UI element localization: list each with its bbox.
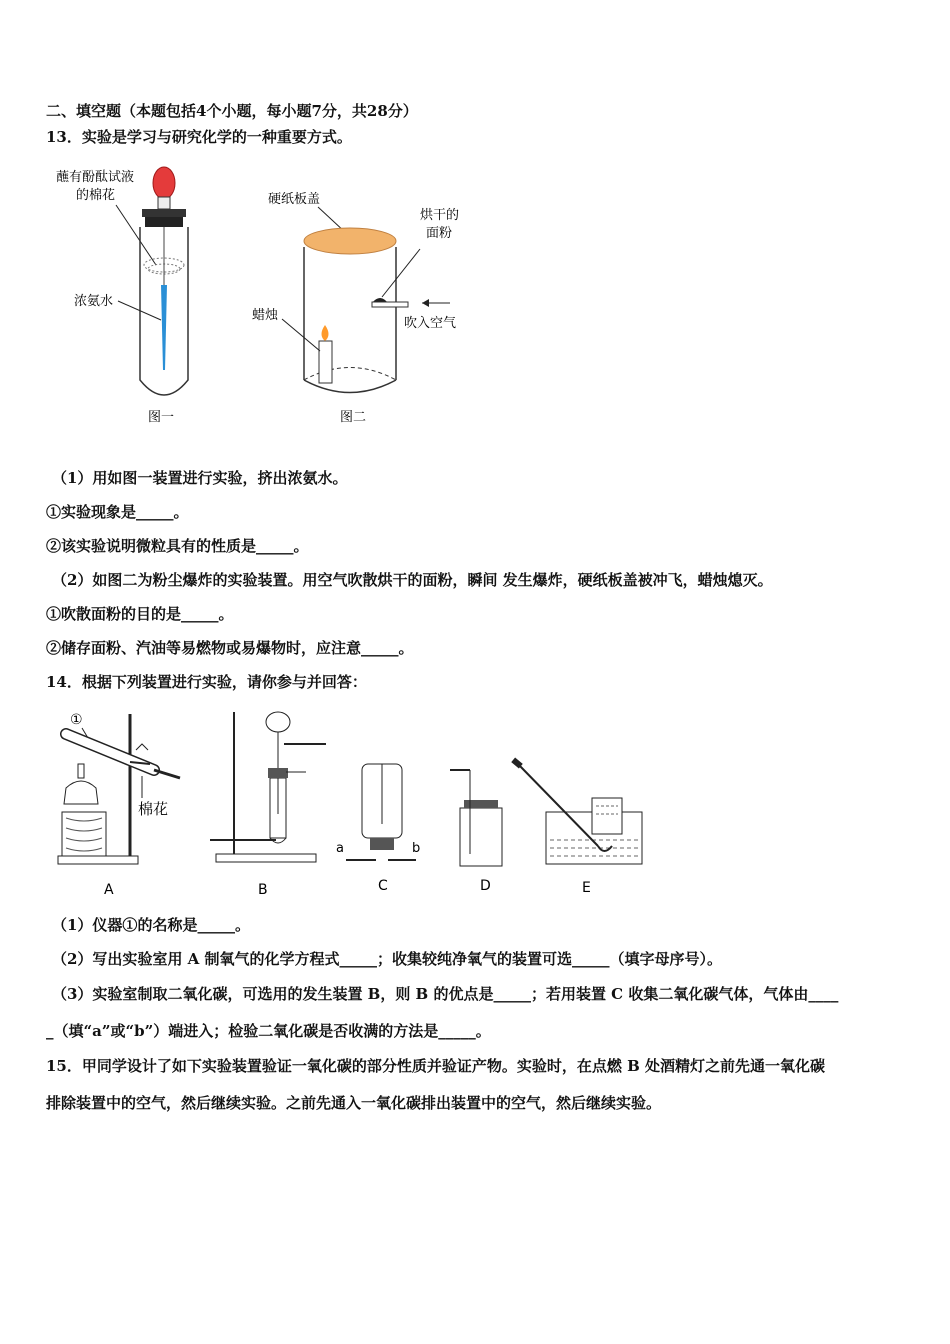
q13-figure: [46, 155, 486, 435]
fig2-label-flour-line1: 烘干的: [420, 208, 460, 223]
fig2-label-candle: 蜡烛: [252, 308, 279, 323]
q13-part2a: ①吹散面粉的目的是_____。: [46, 605, 234, 623]
label-b: b: [412, 841, 421, 856]
q14-stem: 14．根据下列装置进行实验，请你参与并回答：: [46, 673, 367, 691]
caption-D: D: [480, 878, 491, 894]
fig1-label-cotton-line1: 蘸有酚酞试液: [56, 170, 135, 185]
q13-part1b: ②该实验说明微粒具有的性质是_____。: [46, 537, 309, 555]
caption-C: C: [378, 878, 388, 894]
fig2-label-lid: 硬纸板盖: [268, 192, 321, 207]
apparatus-B: [210, 712, 326, 898]
label-cotton: 棉花: [138, 800, 169, 818]
apparatus-C: [336, 764, 420, 894]
q14-part3-line2: _（填“a”或“b”）端进入；检验二氧化碳是否收满的方法是_____。: [46, 1022, 491, 1040]
q14-part2: （2）写出实验室用 A 制氧气的化学方程式_____；收集较纯净氧气的装置可选_____（填字母序号）。: [52, 950, 723, 968]
q15-line1: 15．甲同学设计了如下实验装置验证一氧化碳的部分性质并验证产物。实验时，在点燃 B 处酒精灯之前先通一氧化碳: [46, 1057, 826, 1075]
q13-part2: （2）如图二为粉尘爆炸的实验装置。用空气吹散烘干的面粉，瞬间 发生爆炸，硬纸板盖被冲飞，蜡烛熄灭。: [52, 571, 773, 589]
figure-1-test-tube: [56, 167, 188, 425]
apparatus-E: [511, 757, 642, 896]
section-header: 二、填空题（本题包括4个小题，每小题7分，共28分）: [46, 102, 418, 120]
fig1-label-ammonia: 浓氨水: [74, 294, 114, 309]
label-a: a: [336, 841, 344, 856]
fig1-caption: 图一: [148, 410, 175, 425]
caption-E: E: [582, 880, 591, 896]
q13-stem: 13．实验是学习与研究化学的一种重要方式。: [46, 128, 352, 146]
marker-1: ①: [70, 712, 83, 728]
fig2-label-air: 吹入空气: [404, 316, 457, 331]
fig2-label-flour-line2: 面粉: [426, 226, 453, 241]
fig2-caption: 图二: [340, 410, 367, 425]
q14-figure: [46, 704, 656, 900]
q14-part3-line1: （3）实验室制取二氧化碳，可选用的发生装置 B，则 B 的优点是_____；若用装置 C 收集二氧化碳气体，气体由____: [52, 985, 839, 1003]
apparatus-D: [450, 770, 502, 894]
figure-2-can: [252, 191, 459, 425]
caption-A: A: [104, 882, 114, 898]
fig1-label-cotton-line2: 的棉花: [76, 188, 116, 203]
q15-line2: 排除装置中的空气，然后继续实验。之前先通入一氧化碳排出装置中的空气，然后继续实验。: [46, 1094, 662, 1112]
q13-part1a: ①实验现象是_____。: [46, 503, 189, 521]
q14-part1: （1）仪器①的名称是_____。: [52, 916, 250, 934]
q13-part1: （1）用如图一装置进行实验，挤出浓氨水。: [52, 469, 348, 487]
apparatus-A: [58, 712, 180, 898]
q13-part2b: ②储存面粉、汽油等易燃物或易爆物时，应注意_____。: [46, 639, 414, 657]
caption-B: B: [258, 882, 268, 898]
